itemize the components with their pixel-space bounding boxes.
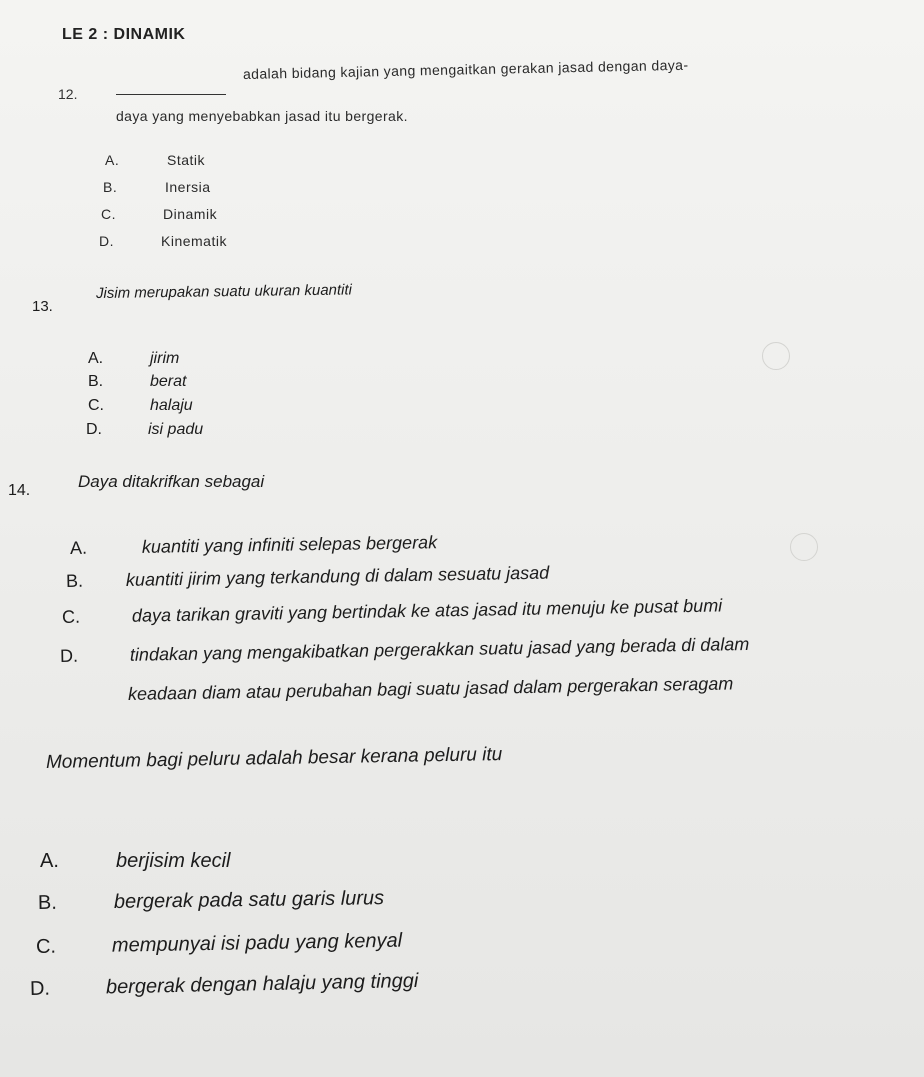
option-text: daya tarikan graviti yang bertindak ke atas jasad itu menuju ke pusat bumi (131, 595, 723, 626)
question-15-stem: Momentum bagi peluru adalah besar kerana peluru itu (45, 744, 503, 773)
option-letter: D. (99, 233, 114, 249)
option-letter: B. (103, 179, 118, 195)
question-15-option-a (40, 850, 540, 876)
question-12-option-d (99, 233, 399, 251)
answer-blank (116, 94, 226, 95)
option-letter: C. (101, 206, 116, 222)
question-13-option-a (88, 350, 388, 370)
option-text: mempunyai isi padu yang kenyal (111, 929, 403, 957)
question-12-number: 12. (58, 86, 78, 102)
option-text: kuantiti yang infiniti selepas bergerak (141, 532, 438, 557)
question-15-option-b (38, 885, 538, 918)
option-text: bergerak dengan halaju yang tinggi (105, 969, 419, 999)
question-12-option-a (105, 152, 405, 170)
bleed-through-mark (790, 533, 818, 561)
question-12-option-b (103, 179, 403, 197)
question-12-stem-line-2: daya yang menyebabkan jasad itu bergerak. (116, 108, 408, 124)
question-14-option-d-continuation: keadaan diam atau perubahan bagi suatu jasad dalam pergerakan seragam (127, 673, 734, 704)
option-letter: B. (37, 891, 58, 914)
question-14-stem: Daya ditakrifkan sebagai (78, 472, 265, 491)
option-letter: D. (86, 421, 102, 438)
question-13-number: 13. (32, 298, 53, 315)
option-letter: C. (88, 397, 104, 414)
question-13-stem: Jisim merupakan suatu ukuran kuantiti (95, 281, 353, 302)
question-14-option-d (60, 631, 920, 670)
question-12-option-c (101, 206, 401, 224)
option-letter: D. (29, 977, 51, 1000)
question-14-option-a (70, 527, 770, 562)
option-letter: C. (61, 606, 81, 627)
option-text: bergerak pada satu garis lurus (113, 887, 385, 913)
option-text: berjisim kecil (116, 850, 231, 872)
option-text: tindakan yang mengakibatkan pergerakkan suatu jasad yang berada di dalam (129, 633, 750, 665)
page-title: LE 2 : DINAMIK (62, 26, 186, 43)
question-14-option-c (62, 592, 922, 631)
option-letter: D. (59, 645, 79, 666)
option-letter: A. (69, 537, 88, 558)
option-letter: B. (88, 373, 104, 390)
option-text: Inersia (165, 179, 211, 195)
option-text: halaju (150, 397, 193, 414)
question-13-option-d (86, 421, 386, 441)
option-letter: C. (35, 935, 57, 958)
question-14-option-b (66, 557, 866, 595)
question-14-number: 14. (8, 482, 31, 499)
option-text: Kinematik (161, 233, 227, 249)
option-text: isi padu (148, 421, 204, 438)
question-15-option-c (36, 926, 596, 962)
option-letter: A. (40, 850, 59, 872)
question-13-option-b (88, 373, 388, 393)
option-text: jirim (150, 350, 180, 367)
question-12-stem-line-1: adalah bidang kajian yang mengaitkan gerakan jasad dengan daya- (242, 56, 689, 82)
bleed-through-mark (762, 342, 790, 370)
option-letter: B. (65, 570, 84, 591)
option-text: berat (150, 373, 187, 390)
option-text: Dinamik (163, 206, 218, 222)
option-letter: A. (105, 152, 120, 168)
question-15-option-d (30, 965, 630, 1004)
option-letter: A. (88, 350, 104, 367)
option-text: kuantiti jirim yang terkandung di dalam sesuatu jasad (125, 562, 550, 590)
question-13-option-c (88, 397, 388, 417)
option-text: Statik (167, 152, 206, 168)
